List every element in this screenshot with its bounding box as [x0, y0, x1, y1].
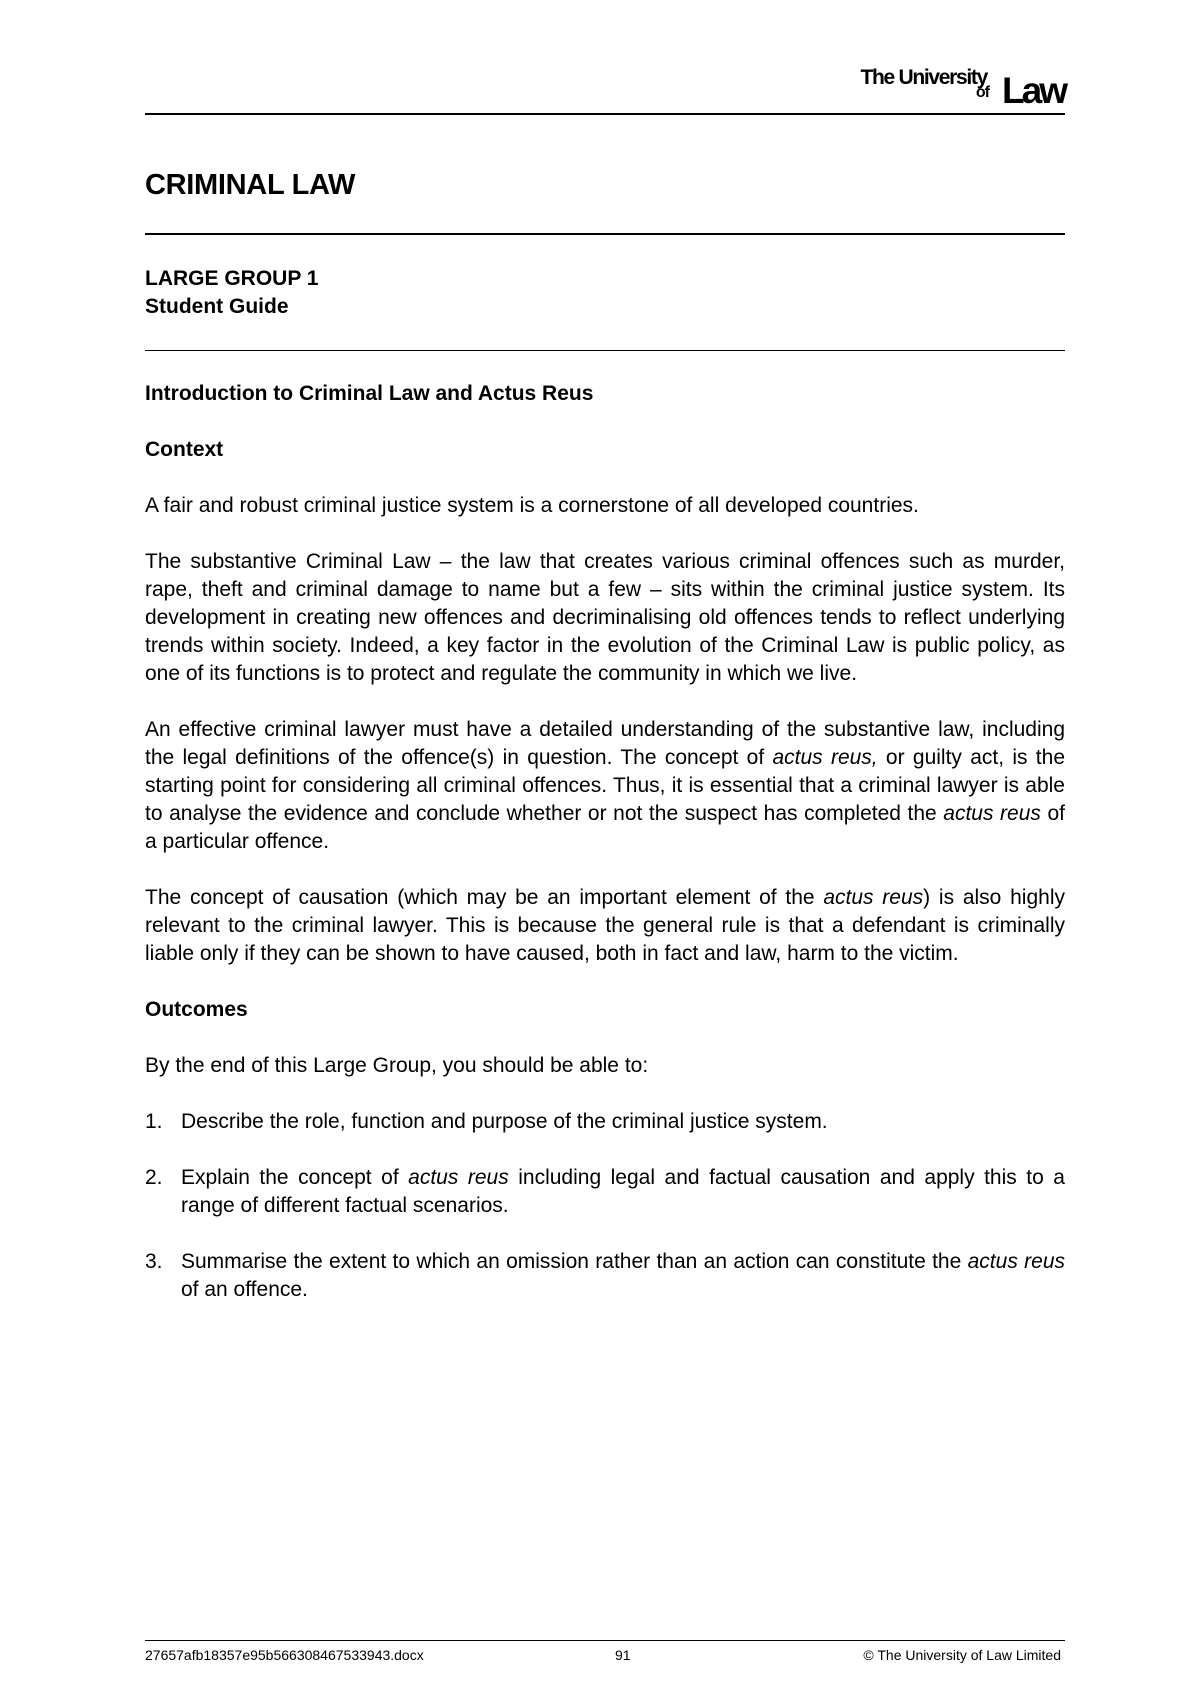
- outcome-number: 3.: [145, 1250, 163, 1273]
- text-run: including legal and factual causation and apply this to a range of different factual scenarios.: [181, 1166, 1065, 1217]
- text-run: The concept of causation (which may be an important element of the: [145, 886, 824, 909]
- university-logo: [855, 66, 1065, 111]
- footer-filename: 27657afb18357e95b566308467533943.docx: [145, 1647, 424, 1663]
- document-title: CRIMINAL LAW: [145, 169, 356, 201]
- session-subheading: [145, 265, 318, 321]
- context-paragraph-2: The substantive Criminal Law – the law that creates various criminal offences such as murder, rape, theft and criminal damage to name but a few – sits within the criminal justice system. Its development in creating new offences and decriminalising old offences tends to reflect underlying trends within society. Indeed, a key factor in the evolution of the Criminal Law is public policy, as one of its functions is to protect and regulate the community in which we live.: [145, 550, 1065, 685]
- outcome-number: 2.: [145, 1166, 163, 1189]
- text-run: An effective criminal lawyer must have a detailed understanding of the substantive law, including the legal definitions of the offence(s) in question. The concept of: [145, 718, 1065, 769]
- outcomes-list: [145, 1108, 1065, 1304]
- text-run: ) is also highly relevant to the criminal lawyer. This is because the general rule is that a defendant is criminally liable only if they can be shown to have caused, both in fact and law, harm to the victim.: [145, 886, 1065, 965]
- outcome-item: [145, 1164, 1065, 1220]
- guide-type: Student Guide: [145, 295, 289, 318]
- italic-term: actus reus: [823, 886, 924, 909]
- page-footer: [145, 1645, 1065, 1665]
- footer-copyright: © The University of Law Limited: [863, 1647, 1061, 1663]
- header-rule: [145, 113, 1065, 115]
- outcomes-heading: Outcomes: [145, 998, 248, 1021]
- context-paragraph-4: [145, 884, 1065, 968]
- italic-term: actus reus: [943, 802, 1041, 825]
- italic-term: actus reus: [408, 1166, 509, 1189]
- outcome-number: 1.: [145, 1110, 163, 1133]
- context-paragraph-1: A fair and robust criminal justice system is a cornerstone of all developed countries.: [145, 494, 919, 517]
- context-heading: Context: [145, 438, 224, 461]
- outcome-item: [145, 1108, 1065, 1136]
- text-run: or guilty act, is the starting point for considering all criminal offences. Thus, it is essential that a criminal lawyer is able to analyse the evidence and conclude whether or not the suspect has completed the: [145, 746, 1065, 825]
- italic-term: actus reus: [967, 1250, 1065, 1273]
- logo-line-3: Law: [1002, 70, 1065, 111]
- text-run: Describe the role, function and purpose of the criminal justice system.: [181, 1110, 828, 1133]
- italic-term: actus reus,: [772, 746, 878, 769]
- footer-rule: [145, 1640, 1065, 1641]
- document-page: [145, 0, 1065, 1698]
- text-run: of a particular offence.: [145, 802, 1065, 853]
- session-name: LARGE GROUP 1: [145, 267, 319, 290]
- logo-line-2: of: [975, 84, 989, 101]
- text-run: Summarise the extent to which an omission rather than an action can constitute the: [181, 1250, 968, 1273]
- text-run: Explain the concept of: [181, 1166, 409, 1189]
- subheading-rule: [145, 350, 1065, 351]
- footer-page-number: 91: [615, 1647, 631, 1663]
- document-body: [145, 380, 1065, 1332]
- outcomes-intro: By the end of this Large Group, you should be able to:: [145, 1054, 649, 1077]
- context-paragraph-3: [145, 716, 1065, 856]
- logo-line-1: The University: [860, 66, 987, 89]
- outcome-item: [145, 1248, 1065, 1304]
- title-rule: [145, 233, 1065, 235]
- intro-heading: Introduction to Criminal Law and Actus Reus: [145, 382, 594, 405]
- text-run: of an offence.: [181, 1278, 308, 1301]
